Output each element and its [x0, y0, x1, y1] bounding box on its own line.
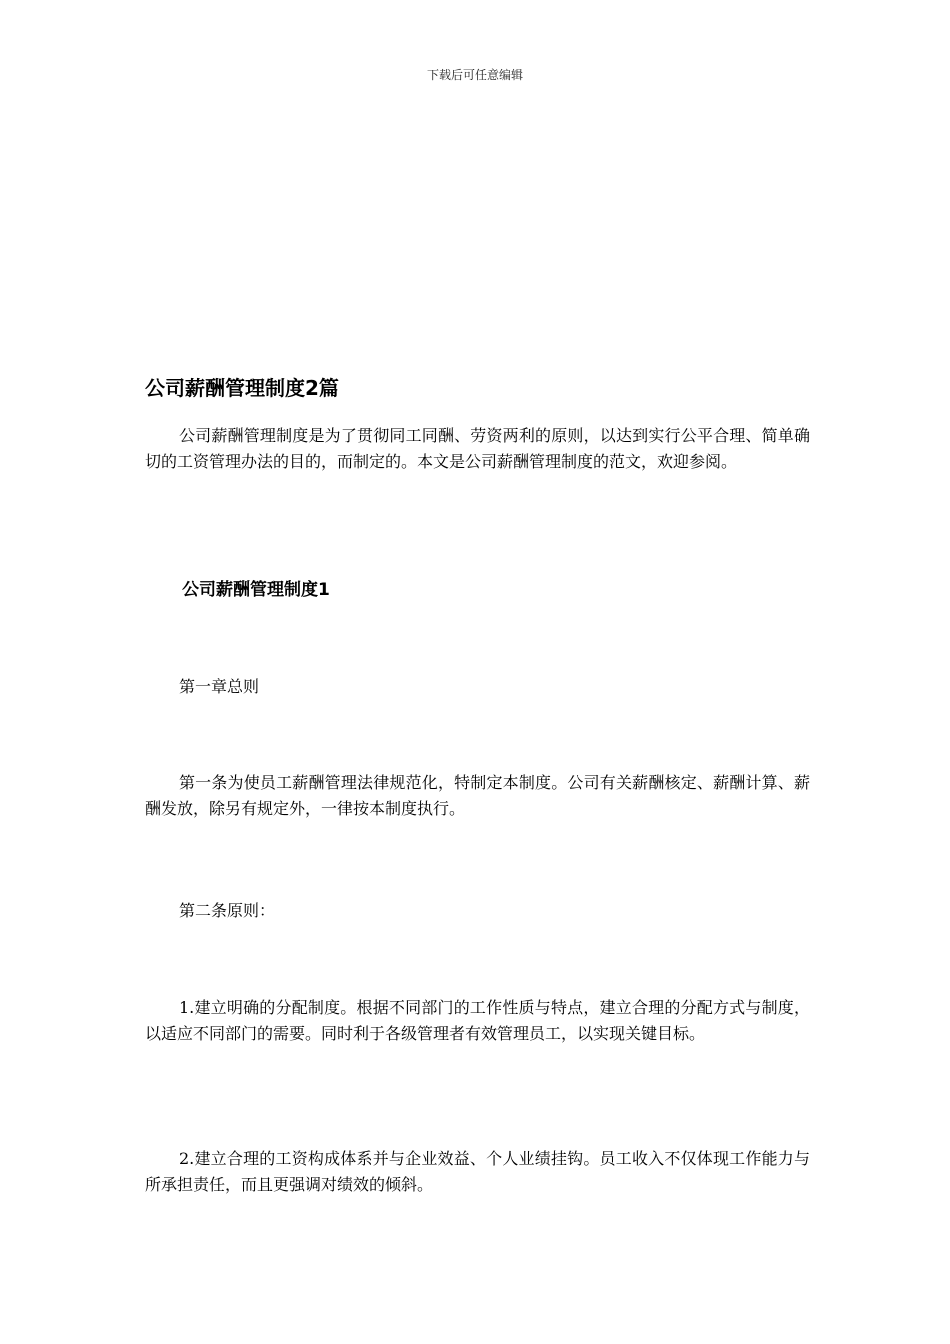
principle-item-2: 2.建立合理的工资构成体系并与企业效益、个人业绩挂钩。员工收入不仅体现工作能力与所承担责任，而且更强调对绩效的倾斜。 [145, 1149, 810, 1194]
page-header-note: 下载后可任意编辑 [426, 68, 523, 82]
intro-paragraph: 公司薪酬管理制度是为了贯彻同工同酬、劳资两利的原则，以达到实行公平合理、简单确切的工资管理办法的目的，而制定的。本文是公司薪酬管理制度的范文，欢迎参阅。 [145, 426, 810, 471]
article-1-paragraph: 第一条为使员工薪酬管理法律规范化，特制定本制度。公司有关薪酬核定、薪酬计算、薪酬发放，除另有规定外，一律按本制度执行。 [145, 773, 810, 818]
principle-item-1: 1.建立明确的分配制度。根据不同部门的工作性质与特点，建立合理的分配方式与制度，以适应不同部门的需要。同时利于各级管理者有效管理员工，以实现关键目标。 [145, 998, 810, 1043]
document-title: 公司薪酬管理制度2篇 [145, 376, 339, 400]
section-title: 公司薪酬管理制度1 [182, 580, 330, 600]
chapter-heading: 第一章总则 [179, 677, 260, 696]
article-2-heading: 第二条原则： [179, 901, 276, 920]
